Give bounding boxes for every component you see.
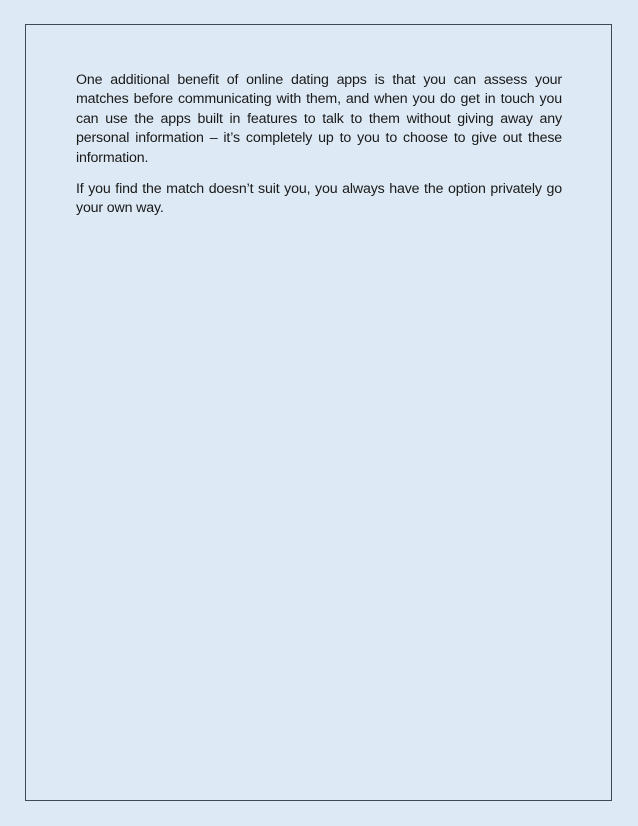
paragraph: If you find the match doesn’t suit you, you always have the option privately go your own way. (76, 181, 562, 217)
document-body (76, 71, 562, 219)
paragraph: One additional benefit of online dating apps is that you can assess your matches before communicating with them, and when you do get in touch you can use the apps built in features to talk to them without giving away any personal information – it’s completely up to you to choose to give out these information. (76, 72, 562, 166)
